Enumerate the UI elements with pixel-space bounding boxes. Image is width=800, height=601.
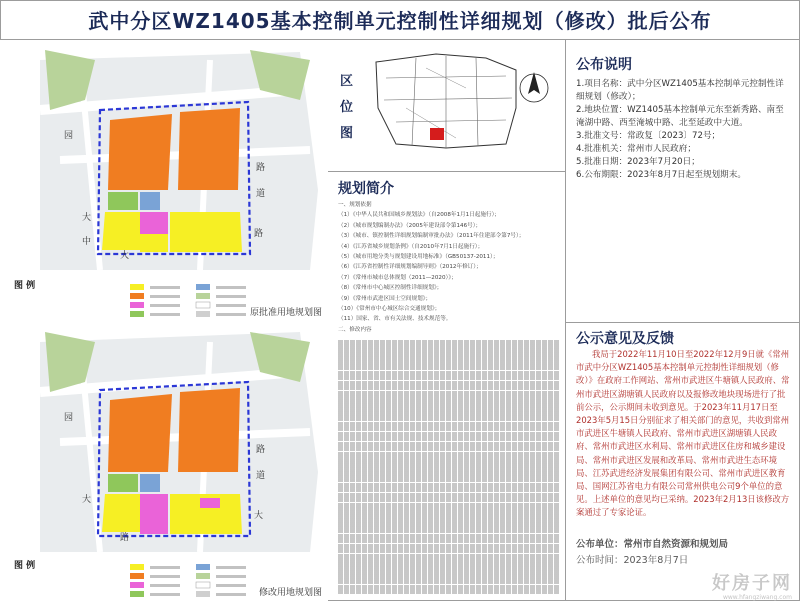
modified-map-caption: 修改用地规划图 [258,588,322,598]
publishing-unit-value: 常州市自然资源和规划局 [623,539,729,550]
map-label: 大 [82,495,92,505]
modified-land-use-map [0,322,328,601]
publishing-time [576,552,688,566]
watermark: 好房子网 [712,573,792,594]
publishing-unit-label: 公布单位： [576,539,624,550]
location-label-char: 位 [340,100,354,115]
publishing-time-value: 2023年8月7日 [623,555,689,566]
original-map-caption: 原批准用地规划图 [249,308,322,318]
publishing-time-label: 公布时间： [576,555,624,566]
publishing-unit [576,536,728,550]
notice-heading: 公布说明 [576,57,632,73]
planning-sub-heading: 一、规划依据 [338,202,372,208]
basis-item: （5）《城市用地分类与规划建设用地标准》（GB50137-2011）； [338,254,499,261]
legend-title: 图 例 [14,561,36,571]
legend-title: 图 例 [14,281,36,291]
notice-item: 5.批准日期：2023年7月20日； [576,157,700,167]
map-label: 路 [256,445,266,455]
modified-map-drawing [0,322,328,601]
basis-item: （3）《城市、镇控制性详细规划编制审批办法》（2011年住建部令第7号）； [338,233,525,240]
section-divider [566,322,800,323]
map-label: 路 [254,229,264,239]
modification-content-text [338,340,560,595]
location-label-char: 区 [340,74,354,89]
planning-heading: 规划简介 [338,181,394,197]
basis-item: （8）《常州市中心城区控制性详细规划》； [338,285,443,292]
map-label: 路 [120,533,130,543]
basis-item: （7）《常州市城市总体规划（2011—2020）》； [338,274,457,281]
notice-item: 4.批准机关：常州市人民政府； [576,144,696,154]
map-label: 大 [254,511,264,521]
map-label: 大 [120,251,130,261]
notice-item: 2.地块位置：WZ1405基本控制单元东至新秀路、南至淹湖中路、西至淹城中路、北至延政中大道。 [576,105,784,128]
location-map [366,48,562,168]
basis-item: （9）《常州市武进区国土空间规划》； [338,295,432,302]
watermark-url: www.hfangziwang.com [722,594,792,601]
location-label-char: 图 [340,126,354,141]
middle-column [328,40,566,601]
map-label: 大 [82,213,92,223]
map-label: 道 [256,189,266,199]
maps-column [0,40,328,601]
north-arrow-icon [520,72,548,102]
notice-item: 3.批准文号：常政复〔2023〕72号； [576,131,721,141]
map-label: 中 [82,237,92,247]
map-label: 路 [256,163,266,173]
right-column [566,40,800,601]
basis-item: （4）《江苏省城乡规划条例》（自2010年7月1日起施行）； [338,243,484,250]
title-bar [0,0,800,40]
basis-item: （2）《城市规划编制办法》（2005年建设部令第146号）； [338,222,482,229]
basis-item: （10）《常州市中心城区综合交通规划》； [338,306,441,313]
planning-sub-heading: 二、修改内容 [338,326,372,333]
notice-list [576,78,792,182]
basis-item: （11）国家、省、市有关法规、技术规范等。 [338,316,452,323]
page-title: 武中分区WZ1405基本控制单元控制性详细规划（修改）批后公布 [88,9,712,33]
location-map-box [328,40,566,172]
feedback-heading: 公示意见及反馈 [576,331,674,347]
notice-item: 1.项目名称：武中分区WZ1405基本控制单元控制性详细规划（修改）； [576,79,784,102]
planning-basis [338,200,560,335]
map-label: 园 [64,131,74,141]
feedback-text: 我局于2022年11月10日至2022年12月9日就《常州市武中分区WZ1405基本控制单元控制性详细规划（修改）》在政府工作网站、常州市武进区牛塘镇人民政府、常州市武进区湖塘镇人民政府以及报修改地块现场进行了批前公示，公示期间未收到意见。于2023年11月17日至2023年5月15日分别征求了相关部门的意见，共收到常州市武进区牛塘镇人民政府、常州市武进区湖塘镇人民政府、常州市武进区水利局、常州市武进区住房和城乡建设局、常州市武进区发展和改革局、常州市武进生态环境局、江苏武进经济发展集团有限公司、常州市武进区教育局、国网江苏省电力有限公司常州供电公司9个单位的意见。上述单位的意见均已采纳。2023年2月13日该修改方案通过了专家论证。 [576,349,790,518]
notice-item: 6.公布期限：2023年8月7日起至规划期末。 [576,170,746,180]
basis-item: （6）《江苏省控制性详细规划编制导则》（2012年修订）； [338,264,482,271]
map-label: 园 [64,413,74,423]
original-map-drawing [0,40,328,322]
original-land-use-map [0,40,328,322]
basis-item: （1）《中华人民共和国城乡规划法》（自2008年1月1日起施行）； [338,212,500,219]
map-label: 道 [256,471,266,481]
